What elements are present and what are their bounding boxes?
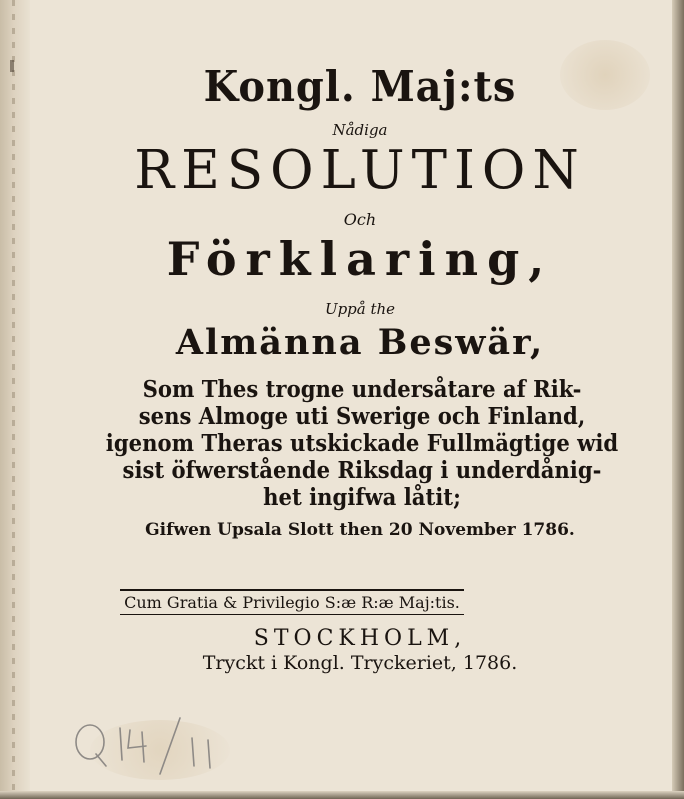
title-kongl: Kongl. Maj:ts (203, 62, 517, 111)
privilege-line: Cum Gratia & Privilegio S:æ R:æ Maj:tis. (124, 593, 460, 612)
body-line: igenom Theras utskickade Fullmägtige wid (105, 430, 619, 457)
divider-rule-top (120, 589, 464, 591)
title-resolution: RESOLUTION (134, 140, 586, 201)
body-line: het ingifwa låtit; (263, 484, 461, 511)
binding-edge (0, 0, 30, 799)
imprint-place: STOCKHOLM, (253, 626, 467, 651)
title-forklaring: Förklaring, (166, 232, 554, 286)
body-line: Som Thes trogne undersåtare af Rik- (142, 376, 582, 403)
ink-mark (10, 60, 14, 72)
page-bottom-edge (0, 791, 684, 799)
divider-rule-bottom (120, 614, 464, 615)
body-line: sist öfwerstående Riksdag i underdånig- (122, 457, 602, 484)
title-uppa: Uppå the (324, 300, 396, 318)
imprint-printer: Tryckt i Kongl. Tryckeriet, 1786. (202, 652, 518, 674)
title-och: Och (343, 210, 377, 229)
pencil-shelfmark-drawing (68, 712, 238, 782)
body-line: sens Almoge uti Swerige och Finland, (138, 403, 586, 430)
given-date-line: Gifwen Upsala Slott then 20 November 1786. (145, 520, 575, 540)
page-right-edge (672, 0, 684, 799)
stitch-marks (12, 0, 15, 799)
title-nadiga: Nådiga (332, 121, 388, 139)
title-almanna: Almänna Beswär, (175, 322, 545, 363)
